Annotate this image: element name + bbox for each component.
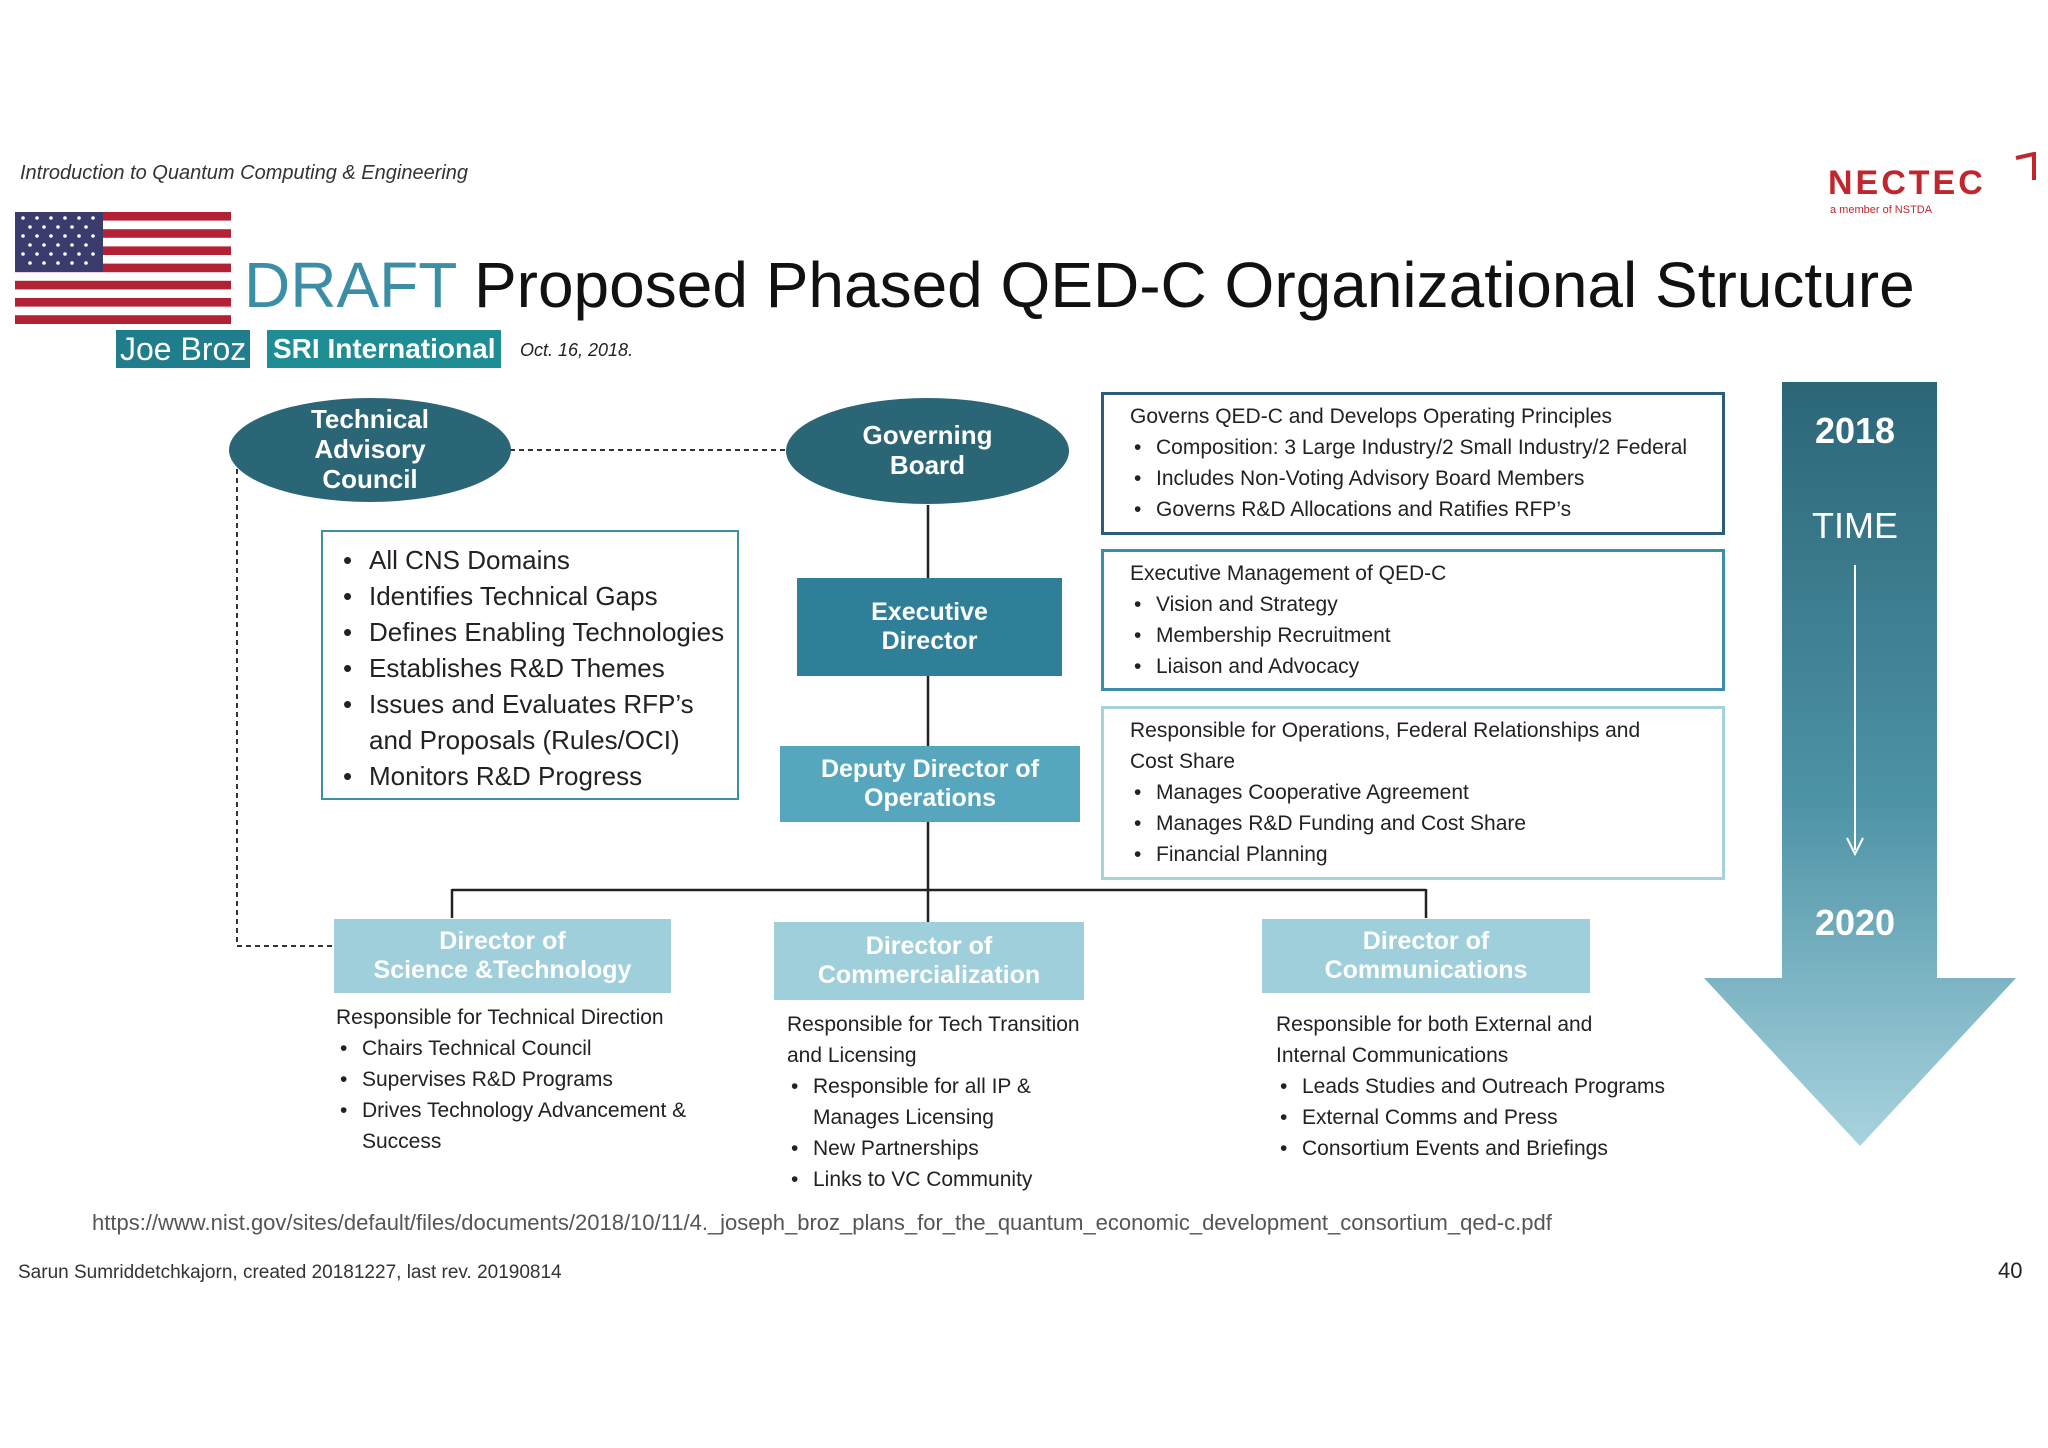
course-title: Introduction to Quantum Computing & Engineering (20, 162, 469, 184)
info-bullet: • Composition: 3 Large Industry/2 Small Industry/2 Federal (1156, 432, 1710, 463)
director-communications-node (1262, 919, 1590, 993)
director-commercialization-node (774, 922, 1084, 1000)
info-bullet: • Governs R&D Allocations and Ratifies RFP’s (1156, 494, 1710, 525)
deputy-director-node (780, 746, 1080, 822)
director-communications-label: Director of Communications (1324, 927, 1528, 984)
deputy-director-label: Deputy Director of Operations (820, 755, 1040, 812)
desc-bullet: • Links to VC Community (813, 1164, 1097, 1195)
tac-bullet: • Monitors R&D Progress (369, 758, 727, 794)
info-heading: Executive Management of QED-C (1130, 562, 1447, 585)
title-main: Proposed Phased QED-C Organizational Structure (473, 249, 1915, 321)
info-bullet: • Financial Planning (1156, 839, 1710, 870)
desc-bullet: • Chairs Technical Council (362, 1033, 696, 1064)
tac-bullet: • Establishes R&D Themes (369, 650, 727, 686)
tac-label: Technical Advisory Council (310, 404, 429, 494)
desc-bullet: • Supervises R&D Programs (362, 1064, 696, 1095)
desc-bullet: • Drives Technology Advancement & Success (362, 1095, 696, 1157)
director-science-technology-node (334, 919, 671, 993)
desc-heading: Responsible for Tech Transition and Licensing (787, 1013, 1080, 1067)
desc-bullet: • New Partnerships (813, 1133, 1097, 1164)
tac-bullet: • All CNS Domains (369, 542, 727, 578)
executive-director-node (797, 578, 1062, 676)
source-url: https://www.nist.gov/sites/default/files/documents/2018/10/11/4._joseph_broz_plans_for_the_quantum_economic_development_consortium_qed-c.pdf (92, 1210, 1552, 1235)
info-bullet: • Includes Non-Voting Advisory Board Members (1156, 463, 1710, 494)
info-bullet: • Membership Recruitment (1156, 620, 1710, 651)
desc-heading: Responsible for Technical Direction (336, 1006, 664, 1029)
deputy-director-info-box (1101, 706, 1725, 880)
desc-bullet: • External Comms and Press (1302, 1102, 1696, 1133)
info-heading: Governs QED-C and Develops Operating Principles (1130, 405, 1613, 428)
director-comm-label: Director of Commercialization (817, 932, 1041, 989)
timeline-start-year: 2018 (1814, 410, 1896, 451)
page-number: 40 (1998, 1258, 2023, 1283)
presentation-date: Oct. 16, 2018. (520, 340, 634, 360)
desc-bullet: • Leads Studies and Outreach Programs (1302, 1071, 1696, 1102)
tac-bullet: • Identifies Technical Gaps (369, 578, 727, 614)
timeline-end-year: 2020 (1814, 902, 1896, 943)
governing-board-label: Governing Board (862, 420, 993, 480)
technical-advisory-council-node (229, 398, 511, 502)
presenter-name: Joe Broz (116, 330, 250, 368)
director-st-label: Director of Science &Technology (373, 927, 632, 984)
governing-board-node (786, 398, 1069, 504)
info-bullet: • Manages Cooperative Agreement (1156, 777, 1710, 808)
logo-wordmark: NECTEC (1828, 164, 1986, 202)
governing-board-info-box (1101, 392, 1725, 535)
executive-director-info-box (1101, 549, 1725, 691)
info-bullet: • Vision and Strategy (1156, 589, 1710, 620)
title-draft: DRAFT (244, 249, 457, 321)
logo-subtitle: a member of NSTDA (1830, 204, 1933, 216)
desc-bullet: • Consortium Events and Briefings (1302, 1133, 1696, 1164)
affiliation-logo: SRI International (267, 330, 501, 368)
desc-heading: Responsible for both External and Internal Communications (1276, 1013, 1593, 1067)
info-bullet: • Manages R&D Funding and Cost Share (1156, 808, 1710, 839)
executive-director-label: Executive Director (871, 598, 988, 655)
tac-bullet: • Issues and Evaluates RFP’s and Proposals (Rules/OCI) (369, 686, 727, 758)
director-st-description (336, 1002, 696, 1157)
info-heading: Responsible for Operations, Federal Relationships and Cost Share (1130, 719, 1641, 773)
desc-bullet: • Responsible for all IP & Manages Licensing (813, 1071, 1097, 1133)
author-footer: Sarun Sumriddetchkajorn, created 20181227, last rev. 20190814 (18, 1262, 562, 1283)
director-comm-description (787, 1009, 1097, 1195)
director-communications-description (1276, 1009, 1696, 1164)
tac-bullet: • Defines Enabling Technologies (369, 614, 727, 650)
tac-responsibilities-box (321, 530, 739, 800)
timeline-arrow-icon (1700, 380, 2020, 1150)
info-bullet: • Liaison and Advocacy (1156, 651, 1710, 682)
timeline-label: TIME (1812, 505, 1898, 546)
